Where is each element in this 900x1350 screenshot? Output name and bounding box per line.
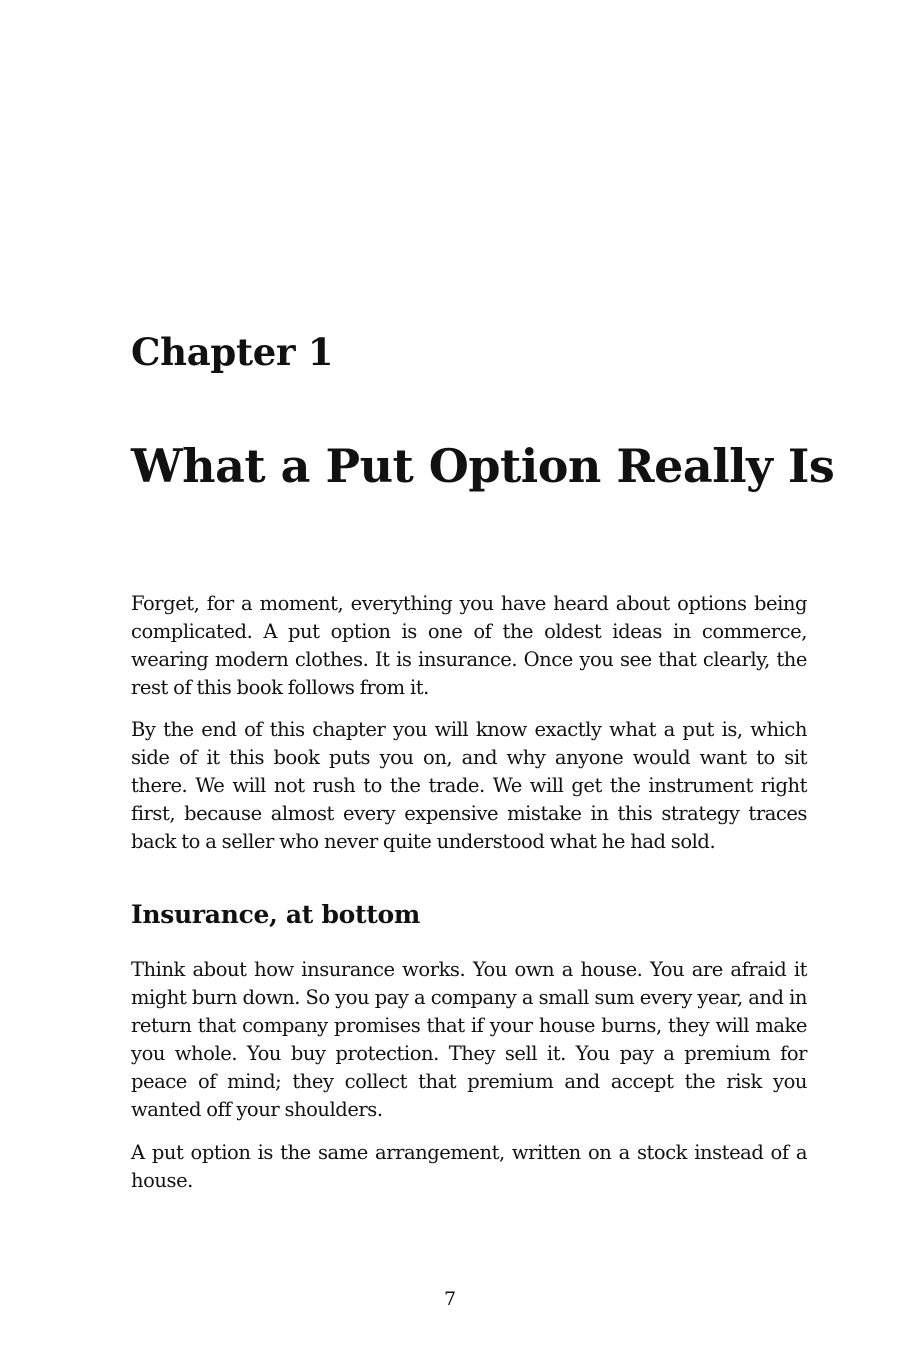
section-heading: Insurance, at bottom — [131, 900, 421, 929]
chapter-title: What a Put Option Really Is — [131, 439, 835, 493]
section-paragraph-2: A put option is the same arrangement, written on a stock instead of a house. — [131, 1141, 807, 1192]
section-paragraph-1: Think about how insurance works. You own a house. You are afraid it might burn down. So you pay a company a small sum every year, and in return that company promises that if your house burns, they will make you whole. You buy protection. They sell it. You pay a premium for peace of mind; they collect that premium and accept the risk you wanted off your shoulders. — [131, 958, 807, 1121]
chapter-label: Chapter 1 — [131, 330, 334, 374]
intro-paragraph-1: Forget, for a moment, everything you have heard about options being complicated. A put option is one of the oldest ideas in commerce, wearing modern clothes. It is insurance. Once you see that clearly, the rest of this book follows from it. — [131, 592, 807, 699]
intro-paragraph-2: By the end of this chapter you will know exactly what a put is, which side of it this book puts you on, and why anyone would want to sit there. We will not rush to the trade. We will get the instrument right first, because almost every expensive mistake in this strategy traces back to a seller who never quite understood what he had sold. — [131, 718, 807, 853]
page-number: 7 — [443, 1288, 457, 1310]
